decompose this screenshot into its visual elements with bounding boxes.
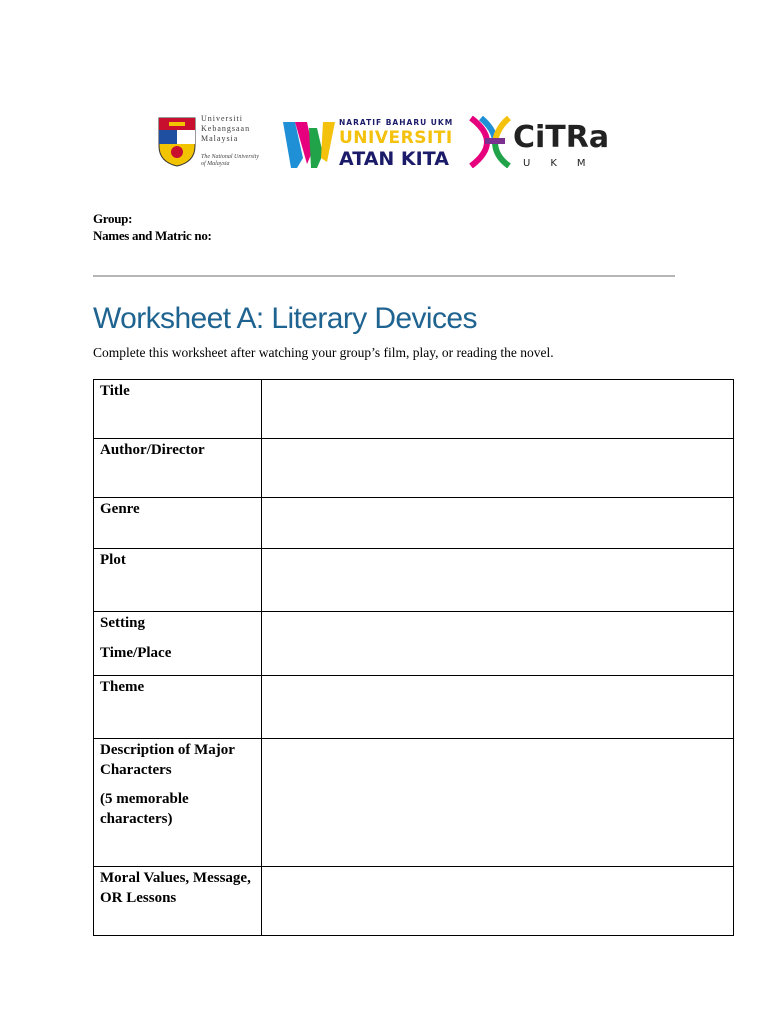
instructions: Complete this worksheet after watching your group’s film, play, or reading the novel. bbox=[93, 345, 554, 360]
label-text: Author/Director bbox=[100, 442, 205, 458]
row-label-major-characters bbox=[94, 739, 262, 867]
answer-cell-plot[interactable] bbox=[262, 549, 734, 612]
citra-ukm: UKM bbox=[523, 158, 606, 169]
answer-cell-setting[interactable] bbox=[262, 612, 734, 676]
row-label-moral-values bbox=[94, 867, 262, 936]
ukm-line-1: Universiti bbox=[201, 114, 243, 123]
ukm-tagline bbox=[201, 154, 259, 168]
label-text: Genre bbox=[100, 501, 140, 517]
page-title: Worksheet A: Literary Devices bbox=[93, 302, 477, 335]
label-text: Theme bbox=[100, 679, 145, 695]
answer-cell-author-director[interactable] bbox=[262, 439, 734, 498]
row-label-plot bbox=[94, 549, 262, 612]
group-info bbox=[93, 210, 212, 244]
ukm-logo bbox=[155, 114, 275, 172]
row-label-theme bbox=[94, 676, 262, 739]
table-row bbox=[94, 439, 734, 498]
citra-word: CiTRa bbox=[513, 120, 610, 155]
uwk-small-text: NARATIF BAHARU UKM bbox=[339, 118, 454, 127]
table-row bbox=[94, 549, 734, 612]
label-subtext: Time/Place bbox=[100, 644, 172, 661]
answer-cell-title[interactable] bbox=[262, 380, 734, 439]
ukm-line-3: Malaysia bbox=[201, 134, 239, 143]
answer-cell-genre[interactable] bbox=[262, 498, 734, 549]
row-label-title bbox=[94, 380, 262, 439]
row-label-author-director bbox=[94, 439, 262, 498]
ukm-tagline-1: The National University bbox=[201, 154, 259, 160]
label-subtext: (5 memorable characters) bbox=[100, 791, 189, 827]
uwk-universiti: UNIVERSITI bbox=[339, 128, 453, 148]
table-row bbox=[94, 612, 734, 676]
logo-strip bbox=[155, 110, 615, 176]
universiti-watan-kita-logo bbox=[283, 116, 455, 172]
table-row bbox=[94, 739, 734, 867]
horizontal-rule bbox=[93, 275, 675, 277]
row-label-setting bbox=[94, 612, 262, 676]
label-text: Setting bbox=[100, 615, 145, 631]
ukm-crest-icon bbox=[157, 116, 197, 168]
table-row bbox=[94, 380, 734, 439]
table-row bbox=[94, 867, 734, 936]
label-text: Description of Major Characters bbox=[100, 742, 235, 778]
uwk-atan-kita: ATAN KITA bbox=[339, 148, 449, 170]
label-text: Title bbox=[100, 383, 130, 399]
table-row bbox=[94, 498, 734, 549]
row-label-genre bbox=[94, 498, 262, 549]
answer-cell-theme[interactable] bbox=[262, 676, 734, 739]
table-row bbox=[94, 676, 734, 739]
worksheet-table bbox=[93, 379, 734, 936]
names-matric-label: Names and Matric no: bbox=[93, 228, 212, 243]
citra-mark-icon bbox=[467, 116, 513, 168]
group-label: Group: bbox=[93, 211, 133, 226]
label-text: Moral Values, Message, OR Lessons bbox=[100, 870, 251, 906]
ukm-line-2: Kebangsaan bbox=[201, 124, 251, 133]
label-text: Plot bbox=[100, 552, 126, 568]
answer-cell-moral-values[interactable] bbox=[262, 867, 734, 936]
watan-w-icon bbox=[283, 118, 343, 168]
ukm-name bbox=[201, 114, 250, 144]
ukm-tagline-2: of Malaysia bbox=[201, 161, 230, 167]
citra-ukm-logo bbox=[465, 114, 615, 172]
answer-cell-major-characters[interactable] bbox=[262, 739, 734, 867]
